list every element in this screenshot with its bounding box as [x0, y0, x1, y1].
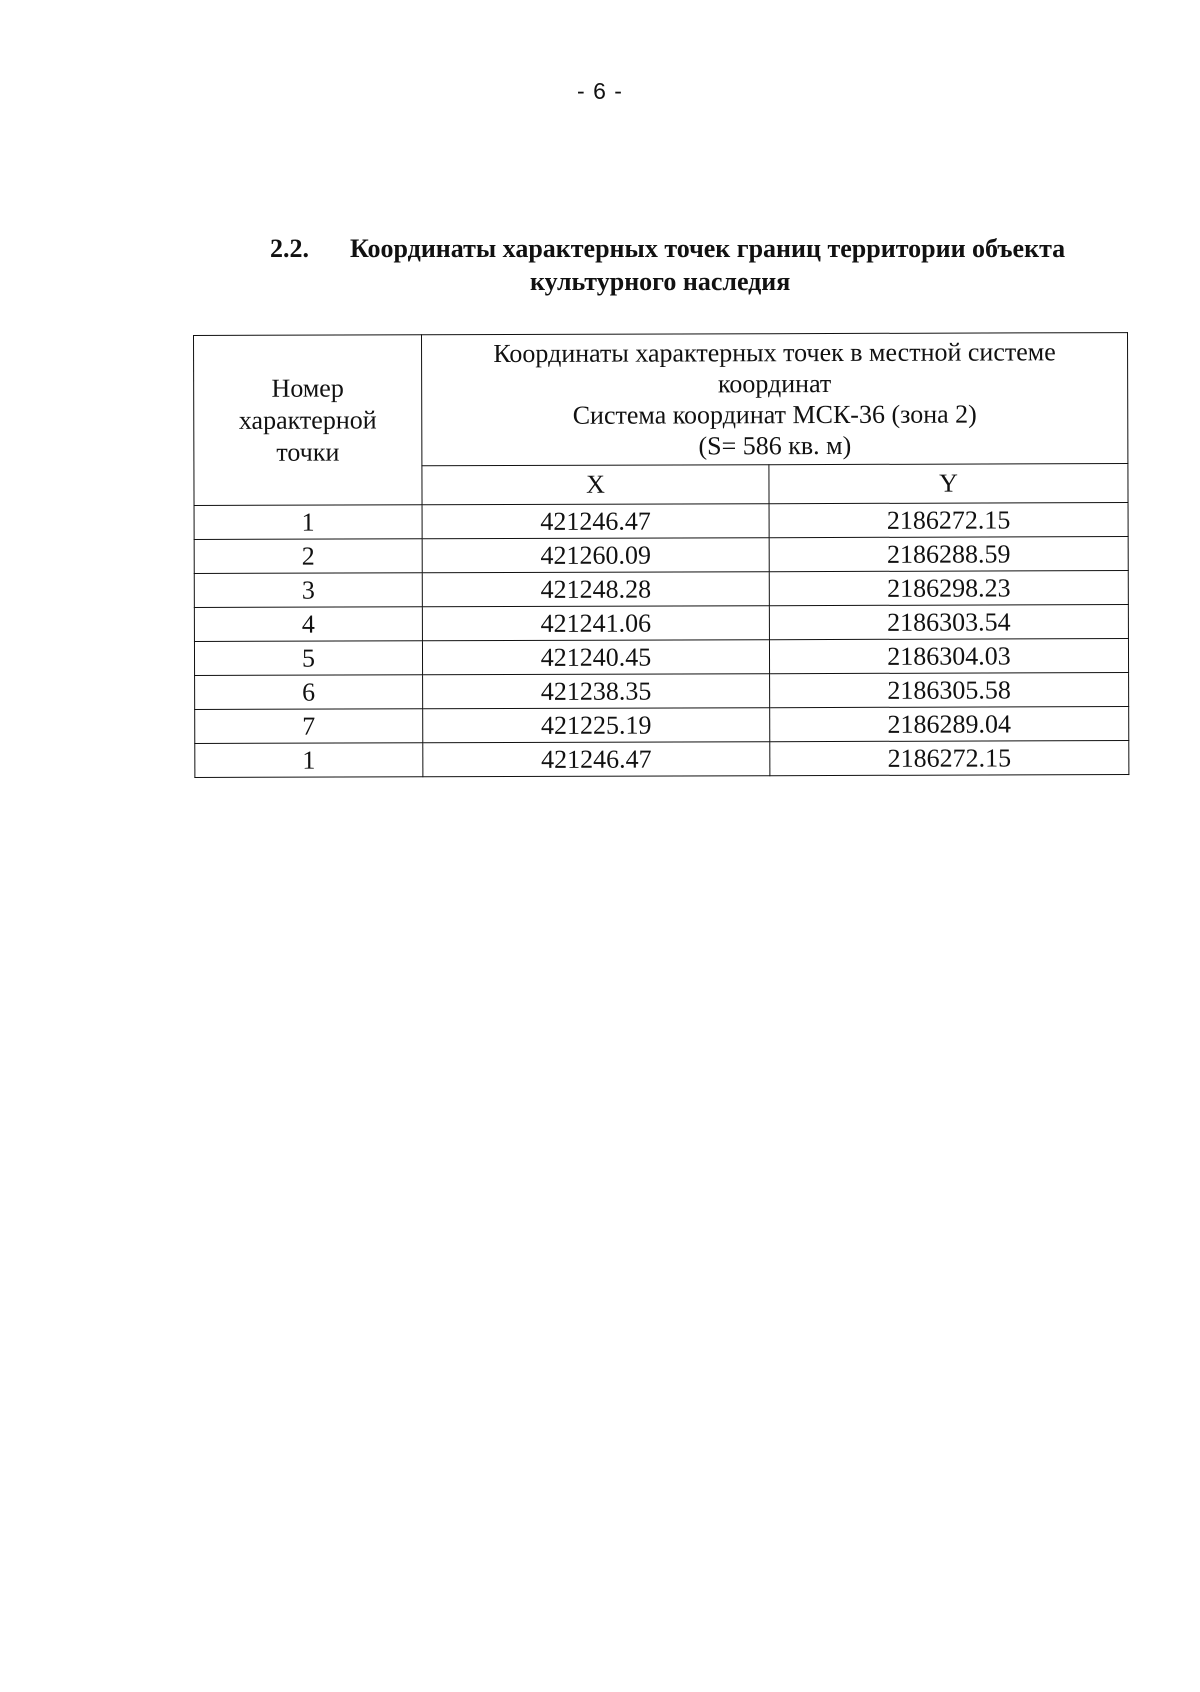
table-row — [194, 571, 1128, 608]
page-number: - 6 - — [577, 78, 623, 104]
cell-y: 2186305.58 — [770, 673, 1129, 708]
section-heading — [270, 232, 1150, 298]
cell-point-number: 4 — [194, 607, 422, 642]
cell-y: 2186272.15 — [770, 741, 1129, 776]
section-title-line1: Координаты характерных точек границ территории объекта — [350, 234, 1066, 263]
cell-point-number: 5 — [194, 641, 422, 676]
cell-y: 2186303.54 — [769, 605, 1128, 640]
table-row — [194, 639, 1128, 676]
cell-y: 2186298.23 — [769, 571, 1128, 606]
header-x: X — [422, 465, 769, 505]
table-row — [194, 605, 1128, 642]
header-system-line3: Система координат МСК-36 (зона 2) — [572, 399, 977, 430]
cell-x: 421246.47 — [423, 742, 770, 777]
header-y: Y — [769, 464, 1128, 504]
section-number: 2.2. — [270, 234, 309, 263]
cell-point-number: 1 — [195, 743, 423, 778]
table-row — [195, 707, 1129, 744]
section-heading-line1 — [270, 232, 1150, 265]
header-point-number — [194, 335, 423, 506]
cell-x: 421246.47 — [422, 504, 769, 539]
cell-point-number: 7 — [195, 709, 423, 744]
cell-x: 421248.28 — [422, 572, 769, 607]
table-row — [194, 537, 1128, 574]
cell-x: 421225.19 — [423, 708, 770, 743]
cell-point-number: 6 — [195, 675, 423, 710]
cell-x: 421238.35 — [423, 674, 770, 709]
table-header-row — [194, 333, 1128, 467]
cell-x: 421240.45 — [422, 640, 769, 675]
table-row — [194, 503, 1128, 540]
cell-x: 421241.06 — [422, 606, 769, 641]
cell-y: 2186304.03 — [769, 639, 1128, 674]
table-row — [195, 673, 1129, 710]
header-point-line1: Номер — [271, 373, 344, 403]
header-coordinate-system — [422, 333, 1128, 466]
header-system-line4: (S= 586 кв. м) — [698, 430, 852, 461]
header-system-line2: координат — [717, 368, 832, 399]
table-row — [195, 741, 1129, 778]
header-system-line1: Координаты характерных точек в местной системе — [493, 337, 1056, 369]
cell-y: 2186289.04 — [770, 707, 1129, 742]
header-point-line2: характерной — [238, 404, 377, 435]
cell-point-number: 2 — [194, 539, 422, 574]
cell-point-number: 3 — [194, 573, 422, 608]
cell-y: 2186288.59 — [769, 537, 1128, 572]
header-point-line3: точки — [276, 437, 340, 467]
section-title-line2: культурного наследия — [530, 267, 791, 296]
cell-y: 2186272.15 — [769, 503, 1128, 538]
cell-point-number: 1 — [194, 505, 422, 540]
cell-x: 421260.09 — [422, 538, 769, 573]
coordinates-table — [193, 332, 1129, 778]
table-body — [194, 503, 1129, 778]
